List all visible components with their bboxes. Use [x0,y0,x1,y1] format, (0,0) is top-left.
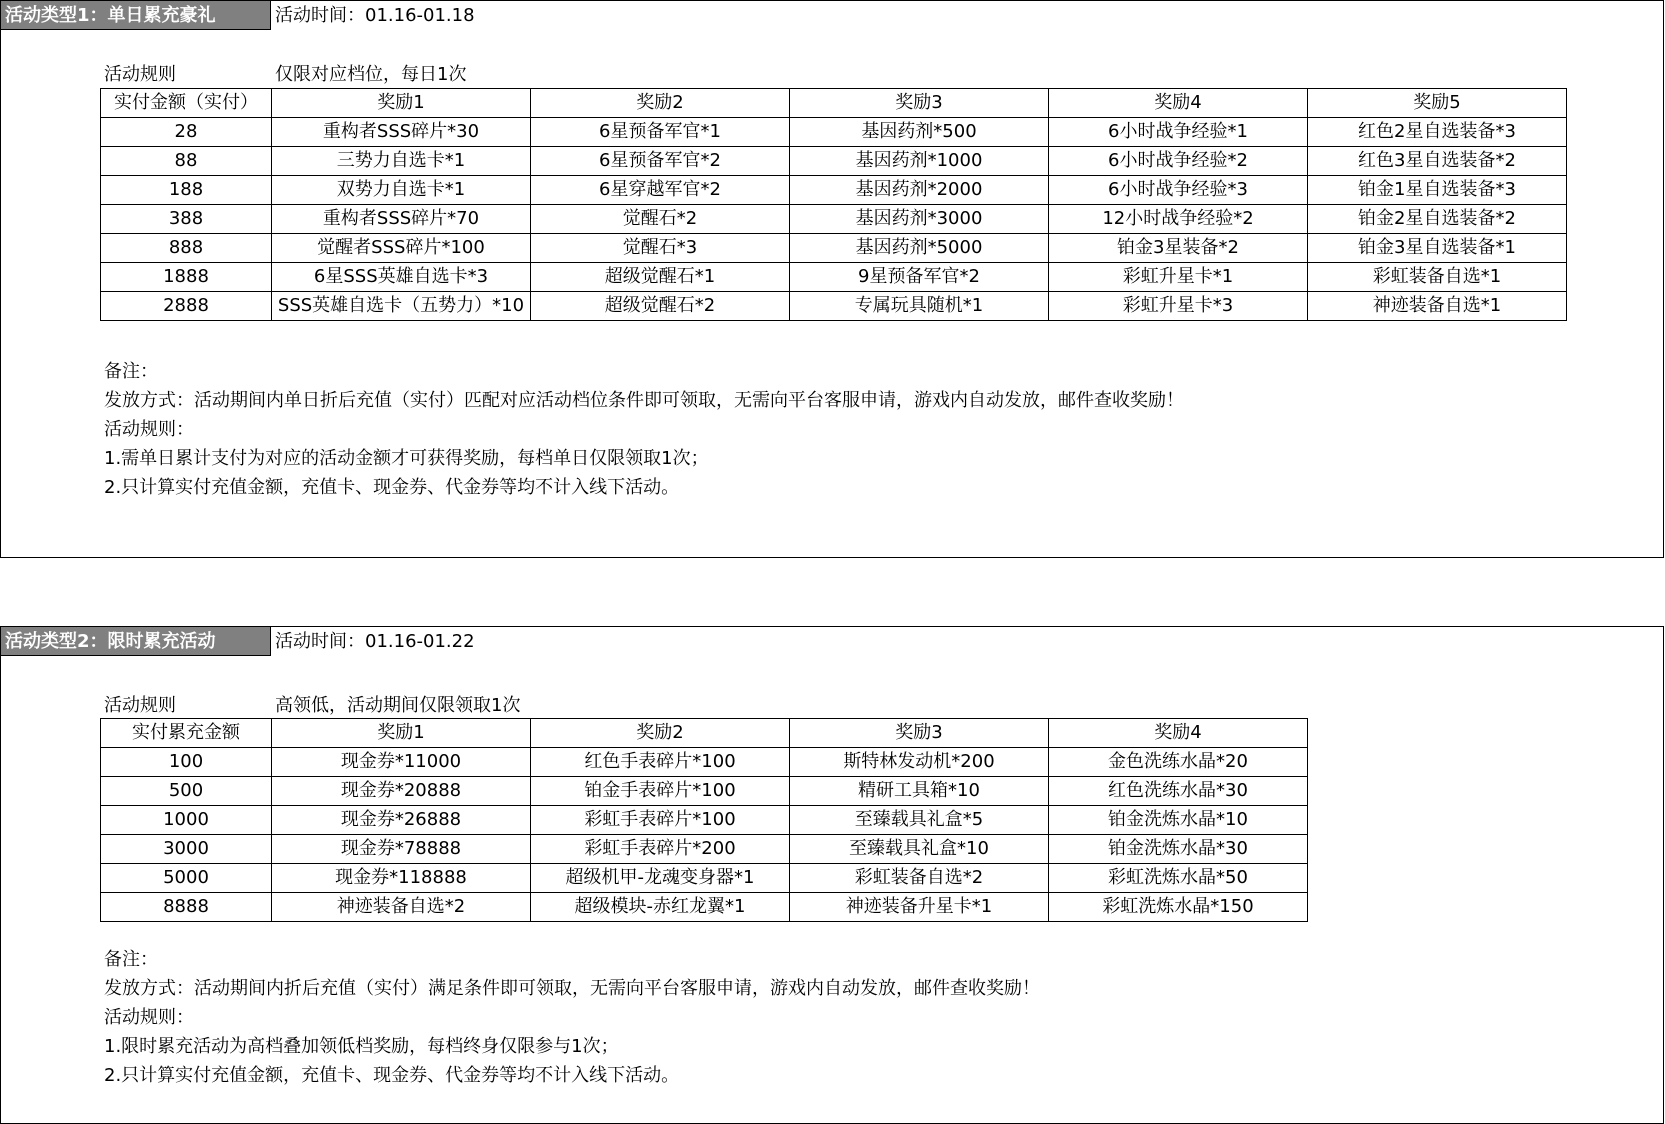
table-cell: 9星预备军官*2 [790,263,1049,292]
table-cell: 金色洗练水晶*20 [1049,748,1308,777]
table-row [101,893,1308,922]
notes-delivery: 发放方式：活动期间内折后充值（实付）满足条件即可领取，无需向平台客服申请，游戏内自动发放，邮件查收奖励！ [104,978,1040,999]
table-cell: 彩虹升星卡*1 [1049,263,1308,292]
header-cell: 奖励2 [531,719,790,748]
notes-rule-heading: 活动规则： [104,1007,194,1028]
table-cell: 超级觉醒石*1 [531,263,790,292]
rule-text: 仅限对应档位，每日1次 [275,64,467,85]
table-cell: 红色手表碎片*100 [531,748,790,777]
notes-delivery: 发放方式：活动期间内单日折后充值（实付）匹配对应活动档位条件即可领取，无需向平台客服申请，游戏内自动发放，邮件查收奖励！ [104,390,1184,411]
table-cell: 彩虹洗炼水晶*50 [1049,864,1308,893]
section-single-day-recharge [0,0,1664,558]
section-title: 活动类型1：单日累充豪礼 [1,1,271,30]
table-cell: 12小时战争经验*2 [1049,205,1308,234]
header-cell: 实付累充金额 [101,719,272,748]
table-cell: 至臻载具礼盒*10 [790,835,1049,864]
table-cell: 现金券*118888 [272,864,531,893]
table-cell: 彩虹装备自选*1 [1308,263,1567,292]
table-cell: 铂金洗炼水晶*10 [1049,806,1308,835]
table-cell: 精研工具箱*10 [790,777,1049,806]
table-cell: 觉醒者SSS碎片*100 [272,234,531,263]
header-cell: 奖励4 [1049,89,1308,118]
table-row [101,205,1567,234]
rule-label: 活动规则 [104,64,176,85]
notes-rule-2: 2.只计算实付充值金额，充值卡、现金券、代金券等均不计入线下活动。 [104,1065,680,1086]
table-cell: 超级觉醒石*2 [531,292,790,321]
table-cell: 彩虹装备自选*2 [790,864,1049,893]
table-header-row [101,719,1308,748]
notes-heading: 备注： [104,361,158,382]
table-cell: 6星穿越军官*2 [531,176,790,205]
notes-rule-2: 2.只计算实付充值金额，充值卡、现金券、代金券等均不计入线下活动。 [104,477,680,498]
table-cell: 至臻载具礼盒*5 [790,806,1049,835]
table-cell: 重构者SSS碎片*70 [272,205,531,234]
notes-heading: 备注： [104,949,158,970]
table-cell: 现金券*26888 [272,806,531,835]
table-cell: 神迹装备自选*2 [272,893,531,922]
header-cell: 奖励2 [531,89,790,118]
table-cell: 超级模块-赤红龙翼*1 [531,893,790,922]
table-cell: 6小时战争经验*3 [1049,176,1308,205]
header-cell: 奖励3 [790,89,1049,118]
table-row [101,748,1308,777]
table-row [101,263,1567,292]
table-cell: 铂金3星自选装备*1 [1308,234,1567,263]
table-cell: 铂金1星自选装备*3 [1308,176,1567,205]
section-title: 活动类型2：限时累充活动 [1,627,271,656]
table-cell: 彩虹升星卡*3 [1049,292,1308,321]
table-row [101,118,1567,147]
section-limited-time-recharge [0,626,1664,1124]
table-cell: 铂金手表碎片*100 [531,777,790,806]
table-cell: 现金券*78888 [272,835,531,864]
table-cell: 6星预备军官*2 [531,147,790,176]
table-cell: 斯特林发动机*200 [790,748,1049,777]
notes-rule-1: 1.需单日累计支付为对应的活动金额才可获得奖励，每档单日仅限领取1次； [104,448,709,469]
table-row [101,835,1308,864]
table-cell: 三势力自选卡*1 [272,147,531,176]
table-cell: 1000 [101,806,272,835]
reward-table [100,88,1567,321]
table-cell: 6星SSS英雄自选卡*3 [272,263,531,292]
table-row [101,864,1308,893]
table-row [101,777,1308,806]
table-cell: 彩虹手表碎片*100 [531,806,790,835]
table-row [101,806,1308,835]
table-cell: 重构者SSS碎片*30 [272,118,531,147]
table-cell: 100 [101,748,272,777]
reward-table [100,718,1308,922]
header-cell: 奖励5 [1308,89,1567,118]
table-cell: 基因药剂*2000 [790,176,1049,205]
header-cell: 奖励1 [272,89,531,118]
activity-time: 活动时间：01.16-01.18 [275,5,475,26]
notes-block [104,945,1040,1090]
table-cell: 基因药剂*3000 [790,205,1049,234]
table-cell: 红色洗练水晶*30 [1049,777,1308,806]
table-cell: 88 [101,147,272,176]
table-cell: 铂金3星装备*2 [1049,234,1308,263]
table-cell: SSS英雄自选卡（五势力）*10 [272,292,531,321]
table-cell: 双势力自选卡*1 [272,176,531,205]
header-cell: 奖励1 [272,719,531,748]
activity-time: 活动时间：01.16-01.22 [275,631,475,652]
table-cell: 红色2星自选装备*3 [1308,118,1567,147]
table-cell: 8888 [101,893,272,922]
table-cell: 神迹装备自选*1 [1308,292,1567,321]
header-cell: 奖励3 [790,719,1049,748]
table-cell: 6小时战争经验*2 [1049,147,1308,176]
table-cell: 现金券*11000 [272,748,531,777]
table-row [101,234,1567,263]
table-cell: 6星预备军官*1 [531,118,790,147]
table-cell: 500 [101,777,272,806]
table-row [101,176,1567,205]
header-cell: 奖励4 [1049,719,1308,748]
table-cell: 超级机甲-龙魂变身器*1 [531,864,790,893]
table-cell: 188 [101,176,272,205]
table-cell: 铂金洗炼水晶*30 [1049,835,1308,864]
table-cell: 铂金2星自选装备*2 [1308,205,1567,234]
table-cell: 28 [101,118,272,147]
table-cell: 彩虹手表碎片*200 [531,835,790,864]
table-cell: 基因药剂*5000 [790,234,1049,263]
table-cell: 6小时战争经验*1 [1049,118,1308,147]
notes-rule-1: 1.限时累充活动为高档叠加领低档奖励，每档终身仅限参与1次； [104,1036,619,1057]
table-cell: 专属玩具随机*1 [790,292,1049,321]
table-cell: 1888 [101,263,272,292]
rule-text: 高领低，活动期间仅限领取1次 [275,695,521,716]
table-cell: 现金券*20888 [272,777,531,806]
table-row [101,292,1567,321]
notes-block [104,357,1184,502]
table-cell: 彩虹洗炼水晶*150 [1049,893,1308,922]
table-cell: 觉醒石*2 [531,205,790,234]
table-cell: 3000 [101,835,272,864]
table-header-row [101,89,1567,118]
table-cell: 5000 [101,864,272,893]
table-cell: 觉醒石*3 [531,234,790,263]
table-cell: 红色3星自选装备*2 [1308,147,1567,176]
table-cell: 888 [101,234,272,263]
rule-label: 活动规则 [104,695,176,716]
table-cell: 基因药剂*1000 [790,147,1049,176]
table-cell: 神迹装备升星卡*1 [790,893,1049,922]
header-cell: 实付金额（实付） [101,89,272,118]
table-cell: 2888 [101,292,272,321]
table-cell: 基因药剂*500 [790,118,1049,147]
table-cell: 388 [101,205,272,234]
notes-rule-heading: 活动规则： [104,419,194,440]
table-row [101,147,1567,176]
